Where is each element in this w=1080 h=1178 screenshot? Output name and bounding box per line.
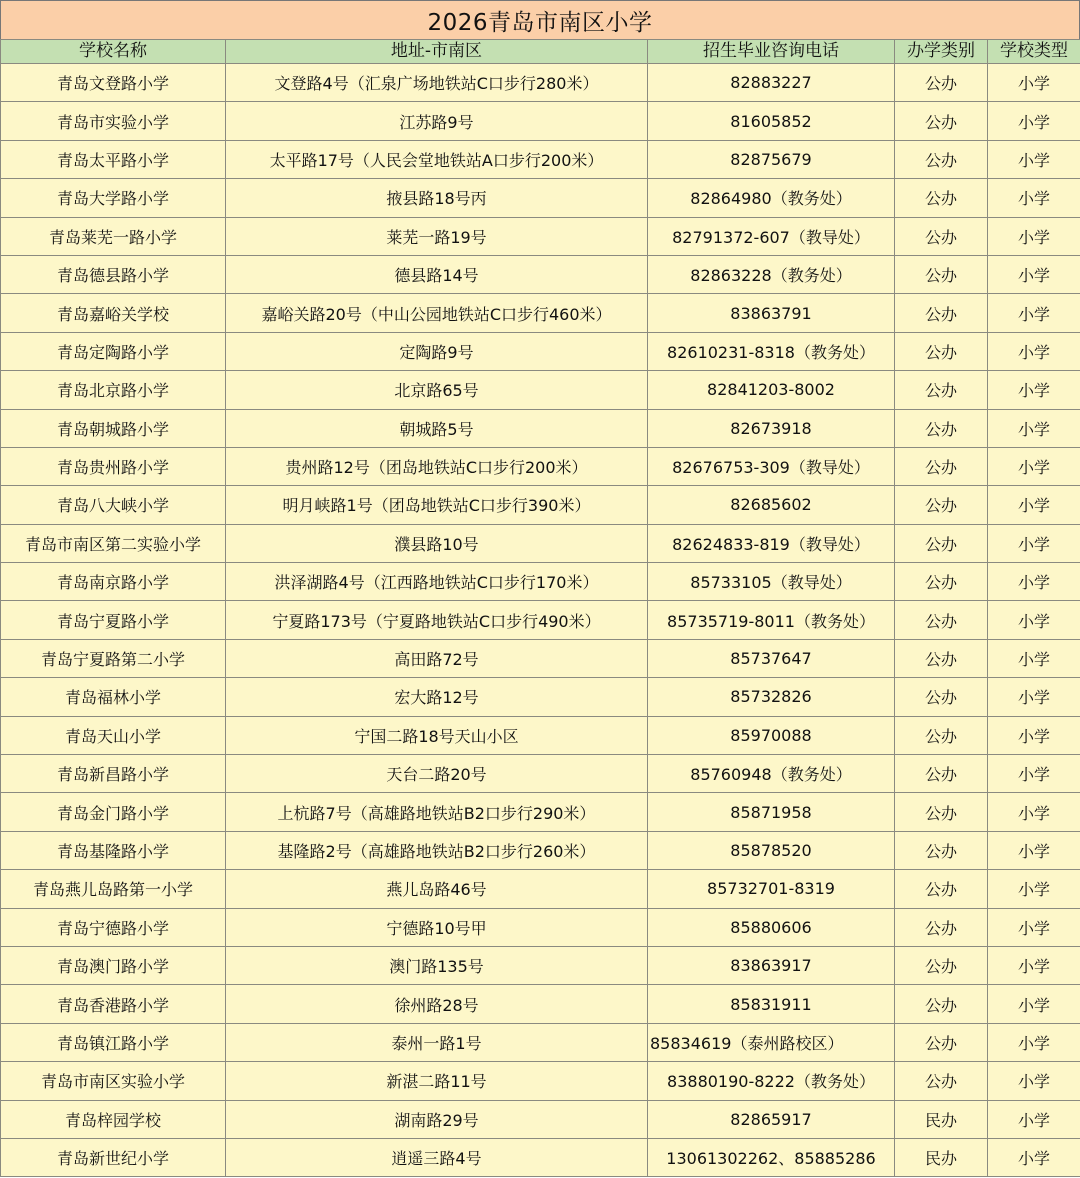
type-cell: 小学 xyxy=(988,294,1080,332)
address-cell: 北京路65号 xyxy=(226,371,648,409)
type-cell: 小学 xyxy=(988,64,1080,102)
type-cell: 小学 xyxy=(988,1062,1080,1100)
table-row xyxy=(1,985,1080,1023)
category-cell: 公办 xyxy=(895,140,988,178)
category-cell: 民办 xyxy=(895,1100,988,1138)
phone-cell: 82673918 xyxy=(648,409,895,447)
category-cell: 公办 xyxy=(895,255,988,293)
type-cell: 小学 xyxy=(988,217,1080,255)
table-row xyxy=(1,1062,1080,1100)
category-cell: 公办 xyxy=(895,985,988,1023)
table-row xyxy=(1,371,1080,409)
phone-cell: 13061302262、85885286 xyxy=(648,1138,895,1176)
table-row xyxy=(1,255,1080,293)
address-cell: 高田路72号 xyxy=(226,639,648,677)
phone-cell: 85970088 xyxy=(648,716,895,754)
type-cell: 小学 xyxy=(988,678,1080,716)
type-cell: 小学 xyxy=(988,563,1080,601)
category-cell: 公办 xyxy=(895,563,988,601)
phone-cell: 82865917 xyxy=(648,1100,895,1138)
type-cell: 小学 xyxy=(988,1138,1080,1176)
type-cell: 小学 xyxy=(988,524,1080,562)
type-cell: 小学 xyxy=(988,409,1080,447)
address-cell: 洪泽湖路4号（江西路地铁站C口步行170米） xyxy=(226,563,648,601)
category-cell: 公办 xyxy=(895,447,988,485)
school-name-cell: 青岛嘉峪关学校 xyxy=(1,294,226,332)
type-cell: 小学 xyxy=(988,639,1080,677)
table-row xyxy=(1,908,1080,946)
category-cell: 公办 xyxy=(895,102,988,140)
address-cell: 莱芜一路19号 xyxy=(226,217,648,255)
address-cell: 定陶路9号 xyxy=(226,332,648,370)
category-cell: 公办 xyxy=(895,908,988,946)
phone-cell: 85733105（教导处） xyxy=(648,563,895,601)
table-row xyxy=(1,831,1080,869)
category-cell: 公办 xyxy=(895,524,988,562)
header-address: 地址-市南区 xyxy=(226,40,648,64)
school-name-cell: 青岛镇江路小学 xyxy=(1,1023,226,1061)
type-cell: 小学 xyxy=(988,447,1080,485)
table-title: 2026青岛市南区小学 xyxy=(0,0,1080,39)
table-row xyxy=(1,140,1080,178)
category-cell: 公办 xyxy=(895,217,988,255)
table-row xyxy=(1,870,1080,908)
phone-cell: 82864980（教务处） xyxy=(648,179,895,217)
category-cell: 公办 xyxy=(895,870,988,908)
school-name-cell: 青岛北京路小学 xyxy=(1,371,226,409)
school-name-cell: 青岛福林小学 xyxy=(1,678,226,716)
category-cell: 公办 xyxy=(895,409,988,447)
category-cell: 公办 xyxy=(895,179,988,217)
school-name-cell: 青岛八大峡小学 xyxy=(1,486,226,524)
phone-cell: 85834619（泰州路校区） xyxy=(648,1023,895,1061)
phone-cell: 81605852 xyxy=(648,102,895,140)
type-cell: 小学 xyxy=(988,179,1080,217)
header-row xyxy=(1,40,1080,64)
phone-cell: 85831911 xyxy=(648,985,895,1023)
school-name-cell: 青岛梓园学校 xyxy=(1,1100,226,1138)
address-cell: 朝城路5号 xyxy=(226,409,648,447)
category-cell: 公办 xyxy=(895,371,988,409)
category-cell: 公办 xyxy=(895,486,988,524)
table-row xyxy=(1,332,1080,370)
school-name-cell: 青岛定陶路小学 xyxy=(1,332,226,370)
type-cell: 小学 xyxy=(988,140,1080,178)
category-cell: 公办 xyxy=(895,294,988,332)
school-name-cell: 青岛市实验小学 xyxy=(1,102,226,140)
address-cell: 江苏路9号 xyxy=(226,102,648,140)
phone-cell: 85871958 xyxy=(648,793,895,831)
phone-cell: 85737647 xyxy=(648,639,895,677)
category-cell: 公办 xyxy=(895,946,988,984)
address-cell: 明月峡路1号（团岛地铁站C口步行390米） xyxy=(226,486,648,524)
table-row xyxy=(1,755,1080,793)
school-name-cell: 青岛宁德路小学 xyxy=(1,908,226,946)
table-row xyxy=(1,793,1080,831)
school-name-cell: 青岛金门路小学 xyxy=(1,793,226,831)
header-school-category: 办学类别 xyxy=(895,40,988,64)
school-name-cell: 青岛新昌路小学 xyxy=(1,755,226,793)
address-cell: 基隆路2号（高雄路地铁站B2口步行260米） xyxy=(226,831,648,869)
phone-cell: 82841203-8002 xyxy=(648,371,895,409)
school-name-cell: 青岛莱芜一路小学 xyxy=(1,217,226,255)
table-row xyxy=(1,64,1080,102)
school-name-cell: 青岛德县路小学 xyxy=(1,255,226,293)
category-cell: 公办 xyxy=(895,831,988,869)
school-name-cell: 青岛市南区第二实验小学 xyxy=(1,524,226,562)
phone-cell: 82676753-309（教导处） xyxy=(648,447,895,485)
address-cell: 徐州路28号 xyxy=(226,985,648,1023)
phone-cell: 85735719-8011（教务处） xyxy=(648,601,895,639)
school-name-cell: 青岛天山小学 xyxy=(1,716,226,754)
category-cell: 公办 xyxy=(895,678,988,716)
address-cell: 逍遥三路4号 xyxy=(226,1138,648,1176)
school-name-cell: 青岛南京路小学 xyxy=(1,563,226,601)
school-name-cell: 青岛文登路小学 xyxy=(1,64,226,102)
address-cell: 嘉峪关路20号（中山公园地铁站C口步行460米） xyxy=(226,294,648,332)
header-school-type: 学校类型 xyxy=(988,40,1080,64)
table-row xyxy=(1,639,1080,677)
school-name-cell: 青岛香港路小学 xyxy=(1,985,226,1023)
address-cell: 濮县路10号 xyxy=(226,524,648,562)
phone-cell: 82791372-607（教导处） xyxy=(648,217,895,255)
address-cell: 宁德路10号甲 xyxy=(226,908,648,946)
phone-cell: 85732826 xyxy=(648,678,895,716)
school-name-cell: 青岛朝城路小学 xyxy=(1,409,226,447)
phone-cell: 83863917 xyxy=(648,946,895,984)
address-cell: 宏大路12号 xyxy=(226,678,648,716)
address-cell: 太平路17号（人民会堂地铁站A口步行200米） xyxy=(226,140,648,178)
table-row xyxy=(1,179,1080,217)
type-cell: 小学 xyxy=(988,332,1080,370)
type-cell: 小学 xyxy=(988,486,1080,524)
school-name-cell: 青岛太平路小学 xyxy=(1,140,226,178)
table-row xyxy=(1,946,1080,984)
table-row xyxy=(1,102,1080,140)
school-name-cell: 青岛宁夏路第二小学 xyxy=(1,639,226,677)
type-cell: 小学 xyxy=(988,908,1080,946)
phone-cell: 82624833-819（教导处） xyxy=(648,524,895,562)
phone-cell: 85732701-8319 xyxy=(648,870,895,908)
address-cell: 宁国二路18号天山小区 xyxy=(226,716,648,754)
school-name-cell: 青岛贵州路小学 xyxy=(1,447,226,485)
phone-cell: 82610231-8318（教务处） xyxy=(648,332,895,370)
category-cell: 公办 xyxy=(895,716,988,754)
address-cell: 掖县路18号丙 xyxy=(226,179,648,217)
table-row xyxy=(1,524,1080,562)
phone-cell: 85880606 xyxy=(648,908,895,946)
category-cell: 公办 xyxy=(895,793,988,831)
type-cell: 小学 xyxy=(988,601,1080,639)
category-cell: 公办 xyxy=(895,639,988,677)
address-cell: 德县路14号 xyxy=(226,255,648,293)
address-cell: 泰州一路1号 xyxy=(226,1023,648,1061)
category-cell: 公办 xyxy=(895,332,988,370)
category-cell: 公办 xyxy=(895,601,988,639)
phone-cell: 83863791 xyxy=(648,294,895,332)
phone-cell: 85760948（教务处） xyxy=(648,755,895,793)
address-cell: 上杭路7号（高雄路地铁站B2口步行290米） xyxy=(226,793,648,831)
school-name-cell: 青岛基隆路小学 xyxy=(1,831,226,869)
school-name-cell: 青岛燕儿岛路第一小学 xyxy=(1,870,226,908)
school-table xyxy=(0,39,1080,1177)
type-cell: 小学 xyxy=(988,946,1080,984)
school-name-cell: 青岛大学路小学 xyxy=(1,179,226,217)
address-cell: 贵州路12号（团岛地铁站C口步行200米） xyxy=(226,447,648,485)
type-cell: 小学 xyxy=(988,255,1080,293)
category-cell: 公办 xyxy=(895,64,988,102)
phone-cell: 82883227 xyxy=(648,64,895,102)
address-cell: 燕儿岛路46号 xyxy=(226,870,648,908)
header-school-name: 学校名称 xyxy=(1,40,226,64)
table-row xyxy=(1,1023,1080,1061)
table-row xyxy=(1,563,1080,601)
table-row xyxy=(1,678,1080,716)
type-cell: 小学 xyxy=(988,1023,1080,1061)
type-cell: 小学 xyxy=(988,716,1080,754)
header-phone: 招生毕业咨询电话 xyxy=(648,40,895,64)
table-row xyxy=(1,1138,1080,1176)
table-row xyxy=(1,447,1080,485)
school-name-cell: 青岛澳门路小学 xyxy=(1,946,226,984)
table-row xyxy=(1,486,1080,524)
phone-cell: 83880190-8222（教务处） xyxy=(648,1062,895,1100)
type-cell: 小学 xyxy=(988,1100,1080,1138)
address-cell: 澳门路135号 xyxy=(226,946,648,984)
table-row xyxy=(1,409,1080,447)
table-row xyxy=(1,601,1080,639)
type-cell: 小学 xyxy=(988,985,1080,1023)
address-cell: 湖南路29号 xyxy=(226,1100,648,1138)
phone-cell: 82863228（教务处） xyxy=(648,255,895,293)
phone-cell: 82875679 xyxy=(648,140,895,178)
address-cell: 新湛二路11号 xyxy=(226,1062,648,1100)
address-cell: 文登路4号（汇泉广场地铁站C口步行280米） xyxy=(226,64,648,102)
table-row xyxy=(1,1100,1080,1138)
phone-cell: 85878520 xyxy=(648,831,895,869)
table-row xyxy=(1,217,1080,255)
table-row xyxy=(1,716,1080,754)
type-cell: 小学 xyxy=(988,793,1080,831)
type-cell: 小学 xyxy=(988,102,1080,140)
table-row xyxy=(1,294,1080,332)
school-name-cell: 青岛新世纪小学 xyxy=(1,1138,226,1176)
type-cell: 小学 xyxy=(988,870,1080,908)
category-cell: 公办 xyxy=(895,755,988,793)
type-cell: 小学 xyxy=(988,755,1080,793)
address-cell: 宁夏路173号（宁夏路地铁站C口步行490米） xyxy=(226,601,648,639)
address-cell: 天台二路20号 xyxy=(226,755,648,793)
school-name-cell: 青岛宁夏路小学 xyxy=(1,601,226,639)
type-cell: 小学 xyxy=(988,831,1080,869)
category-cell: 公办 xyxy=(895,1062,988,1100)
school-name-cell: 青岛市南区实验小学 xyxy=(1,1062,226,1100)
phone-cell: 82685602 xyxy=(648,486,895,524)
type-cell: 小学 xyxy=(988,371,1080,409)
category-cell: 公办 xyxy=(895,1023,988,1061)
category-cell: 民办 xyxy=(895,1138,988,1176)
